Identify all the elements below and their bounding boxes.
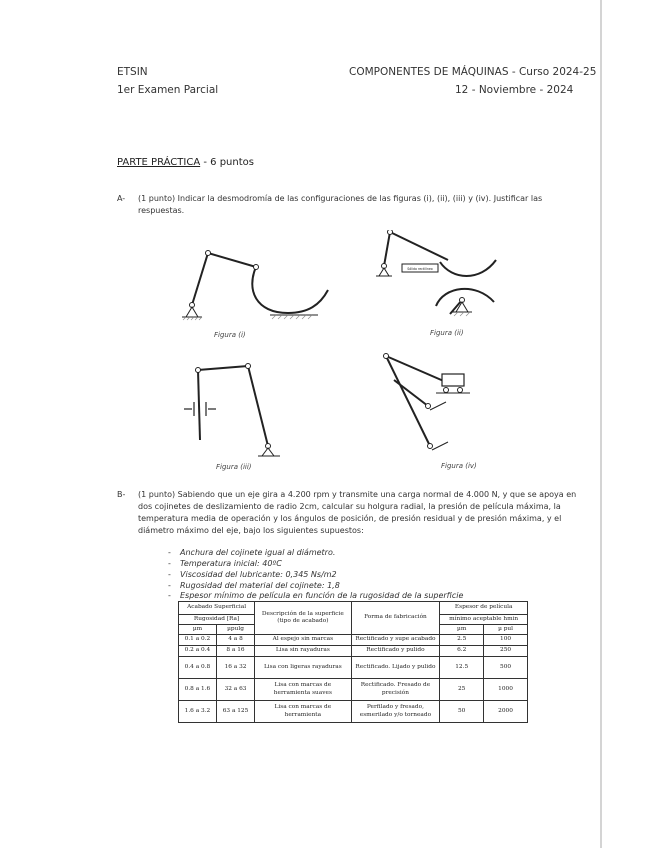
figure-i-diagram [178,245,338,330]
assumption-bullet: - [168,570,171,579]
cell-forma: Rectificado. Fresado de precisión [351,679,440,701]
table-header-roughness: Rugosidad [Ra] [179,615,255,625]
figure-ii-box-label: Sólido rectilíneo [407,267,433,271]
figure-iii-caption: Figura (iii) [216,463,252,471]
cell-um: 0.4 a 0.8 [179,657,217,679]
table-row [179,679,528,701]
assumption-bullet: - [168,548,171,557]
table-header-acabado: Acabado Superficial [179,602,255,615]
question-b-label: B- [117,490,126,499]
table-unit-upulg: µpulg [216,625,254,635]
question-a-label: A- [117,194,126,203]
figure-i-caption: Figura (i) [214,331,246,339]
question-b-line4: diámetro máximo del eje, bajo los siguientes supuestos: [138,526,364,535]
question-b-line3: temperatura media de operación y los ángulos de posición, de presión residual y de presión máxima, y el [138,514,562,523]
cell-forma: Rectificado. Lijado y pulido [351,657,440,679]
figure-iv-caption: Figura (iv) [441,462,477,470]
cell-um: 0.1 a 0.2 [179,635,217,646]
section-heading [117,157,254,168]
cell-upulg: 32 a 63 [216,679,254,701]
question-b-line2: dos cojinetes de deslizamiento de radio 2cm, calcular su holgura radial, la presión de película máxima, la [138,502,561,511]
page-edge [600,0,602,848]
assumption-item: Anchura del cojinete igual al diámetro. [180,548,336,557]
assumption-item: Rugosidad del material del cojinete: 1,8 [180,581,340,590]
assumption-bullet: - [168,591,171,600]
question-a-line1: (1 punto) Indicar la desmodromía de las configuraciones de las figuras (i), (ii), (iii) y (iv). Justificar las [138,194,543,203]
assumption-bullet: - [168,581,171,590]
cell-e-upul: 100 [484,635,528,646]
cell-upulg: 63 a 125 [216,701,254,723]
figure-iii-diagram [180,360,290,460]
cell-upulg: 16 a 32 [216,657,254,679]
cell-e-um: 25 [440,679,484,701]
cell-e-upul: 1000 [484,679,528,701]
cell-desc: Lisa con marcas de herramienta [255,701,351,723]
cell-forma: Rectificado y pulido [351,646,440,657]
header-course: COMPONENTES DE MÁQUINAS - Curso 2024-25 [349,66,597,78]
table-row [179,635,528,646]
cell-forma: Perfilado y fresado, esmerilado y/o torneado [351,701,440,723]
roughness-table [178,601,528,723]
cell-desc: Lisa sin rayaduras [255,646,351,657]
cell-um: 0.2 a 0.4 [179,646,217,657]
cell-e-um: 2.5 [440,635,484,646]
cell-e-um: 6.2 [440,646,484,657]
figure-ii-diagram [370,230,520,330]
table-unit-e-upul: µ pul [484,625,528,635]
table-header-fabrication: Forma de fabricación [351,602,440,635]
section-title: PARTE PRÁCTICA [117,157,201,168]
table-row [179,701,528,723]
question-b-line1: (1 punto) Sabiendo que un eje gira a 4.200 rpm y transmite una carga normal de 4.000 N, y que se apoya en [138,490,577,499]
table-unit-um: µm [179,625,217,635]
assumption-item: Viscosidad del lubricante: 0,345 Ns/m2 [180,570,337,579]
question-a-line2: respuestas. [138,206,185,215]
table-unit-e-um: µm [440,625,484,635]
header-date: 12 - Noviembre - 2024 [455,84,574,96]
cell-upulg: 8 a 16 [216,646,254,657]
table-row [179,646,528,657]
table-header-thickness: Espesor de película [440,602,528,615]
figure-ii-caption: Figura (ii) [430,329,464,337]
table-header-thickness-min: mínimo aceptable hmin [440,615,528,625]
section-points: - 6 puntos [203,157,254,168]
cell-e-um: 50 [440,701,484,723]
header-exam: 1er Examen Parcial [117,84,219,96]
figure-iv-diagram [380,350,490,460]
cell-desc: Al espejo sin marcas [255,635,351,646]
assumption-item: Temperatura inicial: 40ºC [180,559,282,568]
cell-forma: Rectificado y supe acabado [351,635,440,646]
assumption-item: Espesor mínimo de película en función de la rugosidad de la superficie [180,591,464,600]
assumption-bullet: - [168,559,171,568]
cell-desc: Lisa con marcas de herramienta suaves [255,679,351,701]
cell-um: 0.8 a 1.6 [179,679,217,701]
header-school: ETSIN [117,66,148,78]
cell-um: 1.6 a 3.2 [179,701,217,723]
cell-e-um: 12.5 [440,657,484,679]
cell-upulg: 4 a 8 [216,635,254,646]
cell-desc: Lisa con ligeras rayaduras [255,657,351,679]
cell-e-upul: 500 [484,657,528,679]
cell-e-upul: 250 [484,646,528,657]
cell-e-upul: 2000 [484,701,528,723]
table-header-description: Descripción de la superficie (tipo de acabado) [255,602,351,635]
table-row [179,657,528,679]
